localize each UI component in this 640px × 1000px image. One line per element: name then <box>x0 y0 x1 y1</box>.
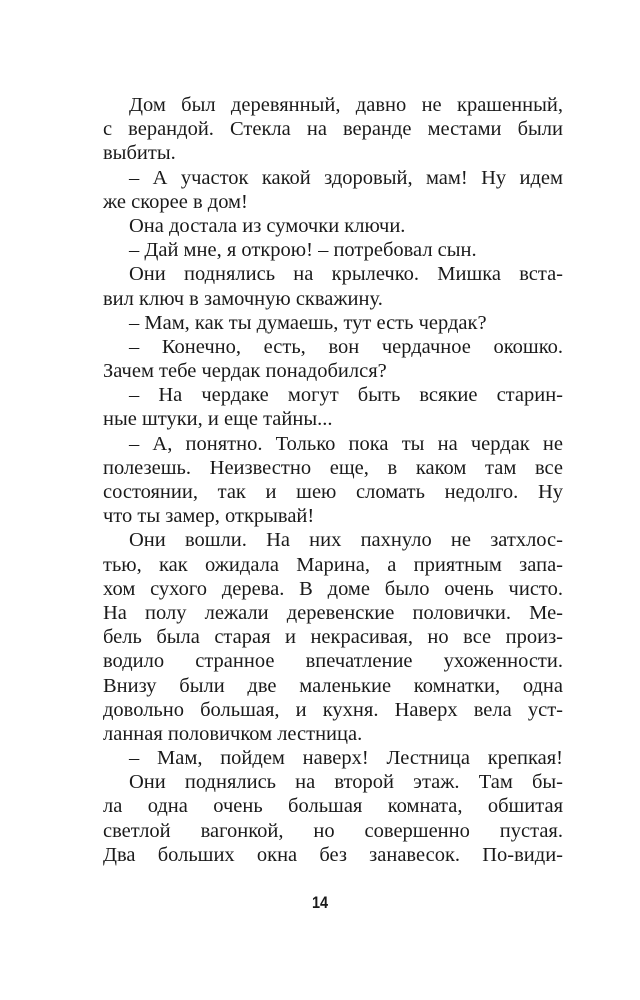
text-line: Они вошли. На них пахнуло не затхлос- <box>129 529 563 552</box>
text-line: что ты замер, открывай! <box>103 505 315 528</box>
text-line: ные штуки, и еще тайны... <box>103 408 333 431</box>
text-line: – Мам, пойдем наверх! Лестница крепкая! <box>129 747 563 770</box>
text-line: ла одна очень большая комната, обшитая <box>103 795 563 818</box>
text-line: с верандой. Стекла на веранде местами были <box>103 118 563 141</box>
text-line: водило странное впечатление ухоженности. <box>103 650 563 673</box>
text-line: бель была старая и некрасивая, но все произ- <box>103 626 563 649</box>
text-line: Они поднялись на второй этаж. Там бы- <box>129 771 563 794</box>
text-line: На полу лежали деревенские половички. Ме- <box>103 601 563 624</box>
text-line: довольно большая, и кухня. Наверх вела уст- <box>103 698 563 721</box>
text-line: – Мам, как ты думаешь, тут есть чердак? <box>129 311 487 334</box>
text-line: – А, понятно. Только пока ты на чердак не <box>129 432 563 455</box>
text-line: хом сухого дерева. В доме было очень чисто. <box>103 577 563 600</box>
page-number: 14 <box>311 893 329 912</box>
text-line: – Дай мне, я открою! – потребовал сын. <box>129 239 477 262</box>
text-line: ланная половичком лестница. <box>103 722 363 745</box>
text-line: выбиты. <box>103 142 176 165</box>
text-line: светлой вагонкой, но совершенно пустая. <box>103 819 563 842</box>
text-line: состоянии, так и шею сломать недолго. Ну <box>103 481 563 503</box>
text-line: Они поднялись на крылечко. Мишка вста- <box>129 263 563 286</box>
text-line: Дом был деревянный, давно не крашенный, <box>129 94 563 116</box>
text-line: полезешь. Неизвестно еще, в каком там все <box>103 456 563 479</box>
text-line: же скорее в дом! <box>103 190 248 213</box>
text-line: – Конечно, есть, вон чердачное окошко. <box>129 335 563 358</box>
text-line: Внизу были две маленькие комнатки, одна <box>103 674 563 697</box>
text-line: Зачем тебе чердак понадобился? <box>103 360 387 383</box>
text-line: Два больших окна без занавесок. По-види- <box>103 843 563 866</box>
text-line: вил ключ в замочную скважину. <box>103 287 383 310</box>
text-line: – А участок какой здоровый, мам! Ну идем <box>129 166 563 189</box>
text-line: – На чердаке могут быть всякие старин- <box>129 384 563 407</box>
text-line: тью, как ожидала Марина, а приятным запа- <box>103 553 563 576</box>
body-text <box>103 93 563 867</box>
text-line: Она достала из сумочки ключи. <box>129 214 406 237</box>
